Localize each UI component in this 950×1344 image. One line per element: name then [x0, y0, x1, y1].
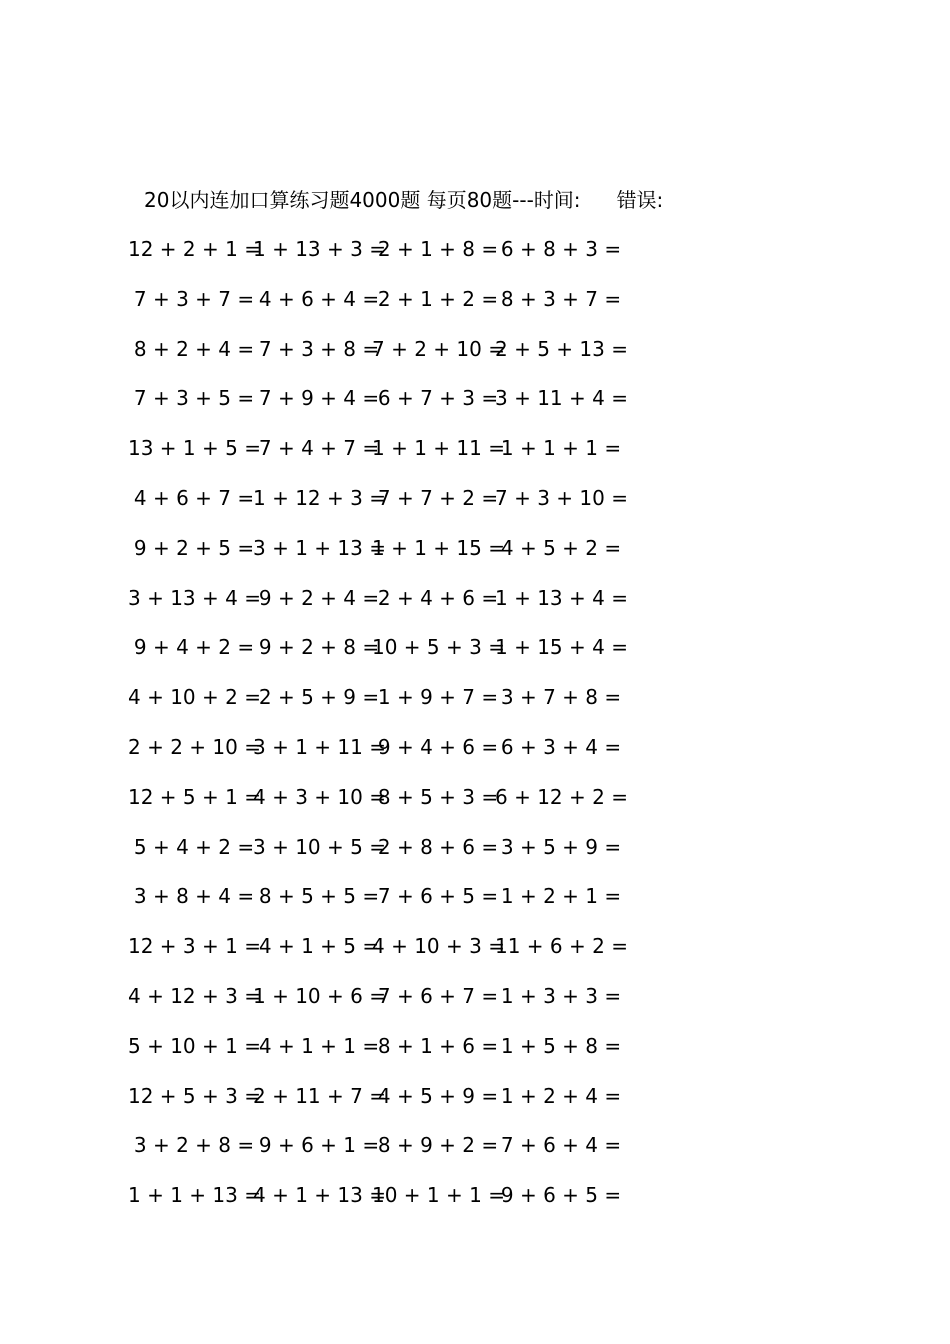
problem-cell: 1 + 3 + 3 = [500, 984, 622, 1008]
problem-cell: 7 + 3 + 5 = [133, 386, 255, 411]
problem-cell: 4 + 10 + 3 = [372, 934, 505, 959]
problem-cell: 1 + 13 + 4 = [495, 585, 628, 610]
error-label: 错误: [616, 188, 664, 212]
problem-cell: 6 + 8 + 3 = [500, 237, 622, 261]
problem-cell: 3 + 2 + 8 = [133, 1133, 255, 1158]
problem-cell: 3 + 5 + 9 = [500, 834, 622, 859]
problem-cell: 2 + 5 + 13 = [495, 336, 628, 361]
problem-cell: 3 + 11 + 4 = [495, 386, 628, 411]
problem-cell: 9 + 2 + 5 = [133, 535, 255, 560]
problem-cell: 8 + 5 + 5 = [258, 884, 380, 909]
problem-cell: 4 + 6 + 7 = [133, 486, 255, 510]
problem-cell: 8 + 1 + 6 = [377, 1033, 499, 1058]
problem-cell: 9 + 4 + 2 = [133, 635, 255, 660]
problem-cell: 8 + 5 + 3 = [377, 784, 499, 809]
problem-cell: 1 + 1 + 11 = [372, 436, 505, 461]
problem-cell: 4 + 6 + 4 = [258, 286, 380, 311]
problem-cell: 4 + 5 + 2 = [500, 535, 622, 560]
problem-cell: 2 + 4 + 6 = [377, 585, 499, 610]
problem-cell: 4 + 10 + 2 = [128, 685, 261, 710]
problem-cell: 12 + 5 + 1 = [128, 784, 261, 809]
problem-cell: 7 + 3 + 8 = [258, 336, 380, 361]
problem-cell: 12 + 3 + 1 = [128, 934, 261, 959]
problem-cell: 1 + 12 + 3 = [253, 486, 386, 510]
problem-cell: 7 + 7 + 2 = [377, 486, 499, 510]
problem-cell: 8 + 9 + 2 = [377, 1133, 499, 1158]
problem-cell: 9 + 6 + 1 = [258, 1133, 380, 1158]
problem-cell: 1 + 5 + 8 = [500, 1033, 622, 1058]
problem-cell: 9 + 6 + 5 = [500, 1183, 622, 1208]
problem-cell: 3 + 1 + 11 = [253, 735, 386, 759]
problem-cell: 7 + 6 + 5 = [377, 884, 499, 909]
problem-cell: 1 + 2 + 1 = [500, 884, 622, 909]
problem-cell: 2 + 5 + 9 = [258, 685, 380, 710]
problem-cell: 11 + 6 + 2 = [495, 934, 628, 959]
problem-cell: 6 + 3 + 4 = [500, 735, 622, 759]
problem-cell: 5 + 4 + 2 = [133, 834, 255, 859]
problem-cell: 5 + 10 + 1 = [128, 1033, 261, 1058]
problem-cell: 2 + 11 + 7 = [253, 1083, 386, 1108]
problem-cell: 4 + 3 + 10 = [253, 784, 386, 809]
problem-cell: 3 + 13 + 4 = [128, 585, 261, 610]
problem-cell: 1 + 2 + 4 = [500, 1083, 622, 1108]
problem-cell: 9 + 2 + 8 = [258, 635, 380, 660]
problem-cell: 9 + 4 + 6 = [377, 735, 499, 759]
problem-cell: 3 + 1 + 13 = [253, 535, 386, 560]
problem-cell: 2 + 8 + 6 = [377, 834, 499, 859]
problem-cell: 10 + 5 + 3 = [372, 635, 505, 660]
problem-cell: 6 + 12 + 2 = [495, 784, 628, 809]
problem-cell: 13 + 1 + 5 = [128, 436, 261, 461]
problem-cell: 7 + 4 + 7 = [258, 436, 380, 461]
problem-cell: 12 + 5 + 3 = [128, 1083, 261, 1108]
problem-cell: 1 + 15 + 4 = [495, 635, 628, 660]
problem-cell: 4 + 1 + 1 = [258, 1033, 380, 1058]
problem-cell: 10 + 1 + 1 = [372, 1183, 505, 1208]
problem-cell: 3 + 7 + 8 = [500, 685, 622, 710]
problem-cell: 1 + 10 + 6 = [253, 984, 386, 1008]
problem-cell: 1 + 13 + 3 = [253, 237, 386, 261]
problem-cell: 2 + 1 + 2 = [377, 286, 499, 311]
problem-cell: 9 + 2 + 4 = [258, 585, 380, 610]
problem-cell: 1 + 1 + 13 = [128, 1183, 261, 1208]
worksheet-title: 20以内连加口算练习题4000题 每页80题--- [144, 188, 534, 212]
problem-cell: 8 + 3 + 7 = [500, 286, 622, 311]
problem-cell: 3 + 8 + 4 = [133, 884, 255, 909]
problem-cell: 1 + 1 + 1 = [500, 436, 622, 461]
problem-cell: 7 + 9 + 4 = [258, 386, 380, 411]
problem-cell: 2 + 2 + 10 = [128, 735, 261, 759]
problem-cell: 12 + 2 + 1 = [128, 237, 261, 261]
problem-cell: 7 + 3 + 7 = [133, 286, 255, 311]
problem-cell: 1 + 9 + 7 = [377, 685, 499, 710]
problem-cell: 2 + 1 + 8 = [377, 237, 499, 261]
problem-cell: 7 + 2 + 10 = [372, 336, 505, 361]
time-label: 时间: [533, 188, 581, 212]
problem-cell: 3 + 10 + 5 = [253, 834, 386, 859]
problem-cell: 8 + 2 + 4 = [133, 336, 255, 361]
problem-cell: 1 + 1 + 15 = [372, 535, 505, 560]
problem-cell: 4 + 5 + 9 = [377, 1083, 499, 1108]
problem-cell: 4 + 1 + 13 = [253, 1183, 386, 1208]
problem-cell: 4 + 1 + 5 = [258, 934, 380, 959]
problem-cell: 7 + 6 + 4 = [500, 1133, 622, 1158]
problem-cell: 7 + 6 + 7 = [377, 984, 499, 1008]
problem-cell: 7 + 3 + 10 = [495, 486, 628, 510]
problem-cell: 6 + 7 + 3 = [377, 386, 499, 411]
problem-cell: 4 + 12 + 3 = [128, 984, 261, 1008]
